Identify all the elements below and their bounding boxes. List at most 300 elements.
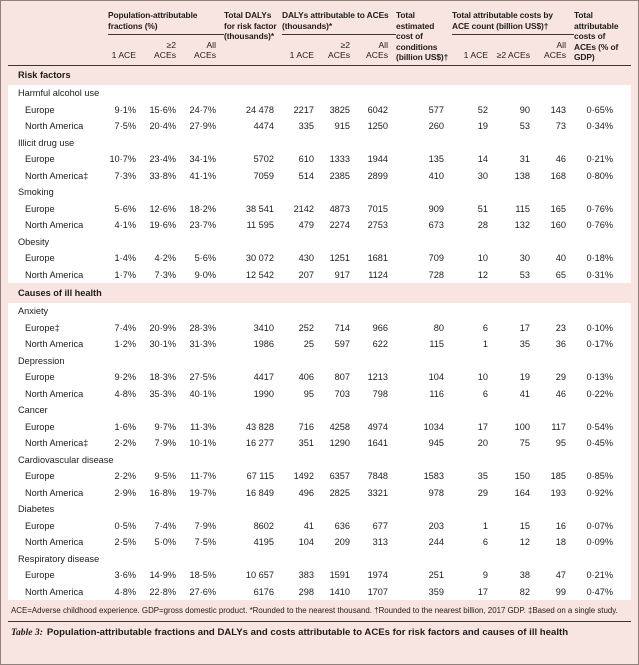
cell-6: 6042 <box>358 102 396 119</box>
cell-5: 915 <box>322 118 358 135</box>
cell-7: 945 <box>396 435 452 452</box>
cell-7: 251 <box>396 567 452 584</box>
col-header-cost-by-ace: Total attributable costs by ACE count (billion US$)† <box>452 10 553 31</box>
row-label: Europe <box>8 468 108 485</box>
col-header-dalys-aces: DALYs attributable to ACEs (thousands)* <box>282 10 389 31</box>
cell-9: 115 <box>496 201 538 218</box>
col-header-total-cost: Total estimated cost of conditions (billion US$)† <box>396 3 452 65</box>
cell-2: 40·1% <box>184 386 224 403</box>
header-group-row <box>8 3 631 35</box>
cell-7: 80 <box>396 320 452 337</box>
subcol-header-dalys-aces-0: 1 ACE <box>282 35 322 65</box>
cell-3: 10 657 <box>224 567 282 584</box>
cell-0: 1·4% <box>108 250 144 267</box>
cell-1: 33·8% <box>144 168 184 185</box>
cell-8: 30 <box>452 168 496 185</box>
cell-5: 2274 <box>322 217 358 234</box>
cell-2: 7·5% <box>184 534 224 551</box>
cell-1: 23·4% <box>144 151 184 168</box>
cell-6: 3321 <box>358 485 396 502</box>
row-label: North America <box>8 118 108 135</box>
cell-4: 2142 <box>282 201 322 218</box>
cell-5: 714 <box>322 320 358 337</box>
cell-3: 6176 <box>224 584 282 601</box>
cell-0: 3·6% <box>108 567 144 584</box>
row-label: Europe <box>8 369 108 386</box>
cell-7: 673 <box>396 217 452 234</box>
cell-8: 1 <box>452 336 496 353</box>
table-row <box>8 485 631 502</box>
cell-7: 728 <box>396 267 452 284</box>
cell-0: 4·1% <box>108 217 144 234</box>
cell-8: 12 <box>452 267 496 284</box>
cell-11: 0·17% <box>574 336 631 353</box>
cell-6: 1250 <box>358 118 396 135</box>
cell-7: 260 <box>396 118 452 135</box>
cell-6: 7848 <box>358 468 396 485</box>
cell-11: 0·85% <box>574 468 631 485</box>
table-head <box>8 3 631 65</box>
cell-5: 209 <box>322 534 358 551</box>
cell-4: 430 <box>282 250 322 267</box>
cell-0: 9·2% <box>108 369 144 386</box>
cell-7: 244 <box>396 534 452 551</box>
cell-2: 18·2% <box>184 201 224 218</box>
cell-4: 41 <box>282 518 322 535</box>
cell-2: 28·3% <box>184 320 224 337</box>
cell-6: 966 <box>358 320 396 337</box>
cell-9: 132 <box>496 217 538 234</box>
cell-8: 10 <box>452 369 496 386</box>
cell-6: 4974 <box>358 419 396 436</box>
cell-8: 35 <box>452 468 496 485</box>
row-label: North America <box>8 217 108 234</box>
condition-group-row <box>8 135 631 152</box>
cell-10: 36 <box>538 336 574 353</box>
cell-5: 2385 <box>322 168 358 185</box>
cell-2: 31·3% <box>184 336 224 353</box>
cell-2: 41·1% <box>184 168 224 185</box>
condition-group-label: Illicit drug use <box>8 135 631 152</box>
condition-group-row <box>8 551 631 568</box>
cell-6: 2753 <box>358 217 396 234</box>
cell-11: 0·65% <box>574 102 631 119</box>
cell-4: 2217 <box>282 102 322 119</box>
cell-0: 2·2% <box>108 435 144 452</box>
condition-group-label: Respiratory disease <box>8 551 631 568</box>
condition-group-row <box>8 402 631 419</box>
row-label: Europe <box>8 151 108 168</box>
cell-3: 8602 <box>224 518 282 535</box>
cell-2: 24·7% <box>184 102 224 119</box>
row-label: Europe <box>8 419 108 436</box>
cell-3: 4195 <box>224 534 282 551</box>
cell-1: 19·6% <box>144 217 184 234</box>
table-row <box>8 168 631 185</box>
cell-3: 3410 <box>224 320 282 337</box>
condition-group-row <box>8 501 631 518</box>
cell-7: 104 <box>396 369 452 386</box>
cell-11: 0·92% <box>574 485 631 502</box>
cell-6: 1707 <box>358 584 396 601</box>
cell-1: 15·6% <box>144 102 184 119</box>
cell-5: 1290 <box>322 435 358 452</box>
cell-10: 99 <box>538 584 574 601</box>
table-row <box>8 567 631 584</box>
subcol-header-cost-by-ace-2: All ACEs <box>538 35 574 65</box>
cell-3: 1986 <box>224 336 282 353</box>
cell-5: 1333 <box>322 151 358 168</box>
cell-5: 1591 <box>322 567 358 584</box>
cell-3: 24 478 <box>224 102 282 119</box>
cell-10: 46 <box>538 386 574 403</box>
cell-4: 335 <box>282 118 322 135</box>
cell-0: 7·4% <box>108 320 144 337</box>
cell-0: 7·3% <box>108 168 144 185</box>
table-row <box>8 267 631 284</box>
cell-2: 10·1% <box>184 435 224 452</box>
row-label: Europe <box>8 518 108 535</box>
cell-6: 313 <box>358 534 396 551</box>
cell-3: 1990 <box>224 386 282 403</box>
cell-10: 95 <box>538 435 574 452</box>
condition-group-row <box>8 184 631 201</box>
cell-6: 798 <box>358 386 396 403</box>
table-row <box>8 386 631 403</box>
cell-2: 19·7% <box>184 485 224 502</box>
cell-4: 351 <box>282 435 322 452</box>
cell-2: 7·9% <box>184 518 224 535</box>
cell-10: 165 <box>538 201 574 218</box>
row-label: Europe <box>8 567 108 584</box>
condition-group-label: Smoking <box>8 184 631 201</box>
cell-5: 703 <box>322 386 358 403</box>
cell-0: 1·6% <box>108 419 144 436</box>
cell-9: 30 <box>496 250 538 267</box>
cell-1: 14·9% <box>144 567 184 584</box>
cell-10: 47 <box>538 567 574 584</box>
cell-10: 29 <box>538 369 574 386</box>
subcol-header-paf-0: 1 ACE <box>108 35 144 65</box>
cell-3: 38 541 <box>224 201 282 218</box>
cell-9: 150 <box>496 468 538 485</box>
table-row <box>8 336 631 353</box>
cell-4: 252 <box>282 320 322 337</box>
cell-0: 1·2% <box>108 336 144 353</box>
cell-2: 27·5% <box>184 369 224 386</box>
table-row <box>8 369 631 386</box>
condition-group-row <box>8 85 631 102</box>
condition-group-label: Harmful alcohol use <box>8 85 631 102</box>
section-header-row <box>8 283 631 303</box>
cell-2: 34·1% <box>184 151 224 168</box>
cell-4: 716 <box>282 419 322 436</box>
cell-8: 29 <box>452 485 496 502</box>
cell-10: 23 <box>538 320 574 337</box>
cell-4: 25 <box>282 336 322 353</box>
cell-1: 4·2% <box>144 250 184 267</box>
cell-10: 160 <box>538 217 574 234</box>
section-title: Risk factors <box>18 70 71 81</box>
cell-0: 1·7% <box>108 267 144 284</box>
cell-0: 4·8% <box>108 386 144 403</box>
cell-8: 6 <box>452 534 496 551</box>
cell-1: 20·9% <box>144 320 184 337</box>
cell-9: 35 <box>496 336 538 353</box>
cell-1: 12·6% <box>144 201 184 218</box>
cell-9: 17 <box>496 320 538 337</box>
table-row <box>8 419 631 436</box>
cell-7: 203 <box>396 518 452 535</box>
table-caption <box>8 622 631 644</box>
cell-9: 41 <box>496 386 538 403</box>
cell-11: 0·47% <box>574 584 631 601</box>
cell-6: 622 <box>358 336 396 353</box>
row-label: Europe <box>8 250 108 267</box>
cell-0: 2·9% <box>108 485 144 502</box>
cell-6: 1974 <box>358 567 396 584</box>
cell-0: 4·8% <box>108 584 144 601</box>
cell-9: 38 <box>496 567 538 584</box>
cell-11: 0·10% <box>574 320 631 337</box>
cell-1: 7·4% <box>144 518 184 535</box>
cell-1: 7·3% <box>144 267 184 284</box>
cell-6: 1213 <box>358 369 396 386</box>
cell-4: 1492 <box>282 468 322 485</box>
cell-0: 10·7% <box>108 151 144 168</box>
condition-group-label: Diabetes <box>8 501 631 518</box>
subcol-header-paf-1: ≥2 ACEs <box>144 35 184 65</box>
cell-7: 1583 <box>396 468 452 485</box>
cell-10: 168 <box>538 168 574 185</box>
cell-9: 15 <box>496 518 538 535</box>
cell-7: 909 <box>396 201 452 218</box>
cell-11: 0·21% <box>574 151 631 168</box>
cell-3: 4417 <box>224 369 282 386</box>
cell-9: 19 <box>496 369 538 386</box>
cell-7: 359 <box>396 584 452 601</box>
cell-2: 5·6% <box>184 250 224 267</box>
subcol-header-cost-by-ace-0: 1 ACE <box>452 35 496 65</box>
cell-11: 0·45% <box>574 435 631 452</box>
cell-1: 5·0% <box>144 534 184 551</box>
cell-3: 30 072 <box>224 250 282 267</box>
cell-11: 0·31% <box>574 267 631 284</box>
cell-7: 1034 <box>396 419 452 436</box>
cell-10: 65 <box>538 267 574 284</box>
cell-8: 6 <box>452 320 496 337</box>
cell-4: 496 <box>282 485 322 502</box>
col-header-paf: Population-attributable fractions (%) <box>108 10 198 31</box>
cell-4: 207 <box>282 267 322 284</box>
table-row <box>8 151 631 168</box>
cell-10: 185 <box>538 468 574 485</box>
cell-3: 12 542 <box>224 267 282 284</box>
cell-10: 73 <box>538 118 574 135</box>
cell-11: 0·13% <box>574 369 631 386</box>
cell-8: 9 <box>452 567 496 584</box>
cell-9: 53 <box>496 267 538 284</box>
table-row <box>8 584 631 601</box>
cell-5: 4258 <box>322 419 358 436</box>
cell-9: 12 <box>496 534 538 551</box>
col-header-rowlabel <box>8 3 108 65</box>
cell-8: 20 <box>452 435 496 452</box>
cell-2: 9·0% <box>184 267 224 284</box>
table-row <box>8 250 631 267</box>
table-row <box>8 518 631 535</box>
cell-1: 30·1% <box>144 336 184 353</box>
row-label: North America <box>8 485 108 502</box>
row-label: Europe <box>8 201 108 218</box>
condition-group-label: Cancer <box>8 402 631 419</box>
data-table <box>8 3 631 600</box>
cell-4: 514 <box>282 168 322 185</box>
cell-4: 298 <box>282 584 322 601</box>
cell-10: 16 <box>538 518 574 535</box>
cell-8: 14 <box>452 151 496 168</box>
row-label: Europe <box>8 102 108 119</box>
table-row <box>8 102 631 119</box>
cell-10: 46 <box>538 151 574 168</box>
cell-1: 16·8% <box>144 485 184 502</box>
cell-11: 0·80% <box>574 168 631 185</box>
cell-2: 27·6% <box>184 584 224 601</box>
cell-8: 10 <box>452 250 496 267</box>
cell-2: 27·9% <box>184 118 224 135</box>
table-body <box>8 65 631 600</box>
cell-9: 90 <box>496 102 538 119</box>
cell-4: 383 <box>282 567 322 584</box>
cell-7: 116 <box>396 386 452 403</box>
subcol-header-dalys-aces-1: ≥2 ACEs <box>322 35 358 65</box>
row-label: North America <box>8 386 108 403</box>
cell-5: 1251 <box>322 250 358 267</box>
condition-group-row <box>8 303 631 320</box>
condition-group-row <box>8 452 631 469</box>
cell-3: 43 828 <box>224 419 282 436</box>
cell-2: 11·7% <box>184 468 224 485</box>
cell-8: 17 <box>452 584 496 601</box>
condition-group-label: Obesity <box>8 234 631 251</box>
table-row <box>8 534 631 551</box>
cell-2: 11·3% <box>184 419 224 436</box>
col-header-total-dalys: Total DALYs for risk factor (thousands)* <box>224 3 282 65</box>
cell-10: 117 <box>538 419 574 436</box>
cell-5: 4873 <box>322 201 358 218</box>
cell-7: 410 <box>396 168 452 185</box>
cell-4: 95 <box>282 386 322 403</box>
cell-4: 104 <box>282 534 322 551</box>
cell-7: 115 <box>396 336 452 353</box>
cell-8: 1 <box>452 518 496 535</box>
condition-group-label: Anxiety <box>8 303 631 320</box>
cell-0: 9·1% <box>108 102 144 119</box>
cell-11: 0·76% <box>574 201 631 218</box>
cell-11: 0·18% <box>574 250 631 267</box>
cell-4: 479 <box>282 217 322 234</box>
row-label: North America‡ <box>8 435 108 452</box>
row-label: North America <box>8 534 108 551</box>
cell-9: 53 <box>496 118 538 135</box>
cell-11: 0·21% <box>574 567 631 584</box>
table-footnote: ACE=Adverse childhood experience. GDP=gross domestic product. *Rounded to the nearest thousand. †Rounded to the nearest billion, 2017 GDP. ‡Based on a single study. <box>11 606 618 615</box>
cell-6: 2899 <box>358 168 396 185</box>
cell-1: 20·4% <box>144 118 184 135</box>
table-row <box>8 468 631 485</box>
cell-10: 40 <box>538 250 574 267</box>
cell-6: 1124 <box>358 267 396 284</box>
cell-10: 193 <box>538 485 574 502</box>
cell-0: 7·5% <box>108 118 144 135</box>
cell-5: 807 <box>322 369 358 386</box>
cell-6: 1681 <box>358 250 396 267</box>
cell-5: 1410 <box>322 584 358 601</box>
cell-8: 6 <box>452 386 496 403</box>
cell-3: 16 849 <box>224 485 282 502</box>
cell-3: 16 277 <box>224 435 282 452</box>
condition-group-label: Cardiovascular disease <box>8 452 631 469</box>
cell-0: 0·5% <box>108 518 144 535</box>
cell-11: 0·09% <box>574 534 631 551</box>
table-row <box>8 320 631 337</box>
cell-2: 18·5% <box>184 567 224 584</box>
cell-1: 22·8% <box>144 584 184 601</box>
cell-4: 406 <box>282 369 322 386</box>
cell-3: 11 595 <box>224 217 282 234</box>
cell-5: 2825 <box>322 485 358 502</box>
cell-5: 597 <box>322 336 358 353</box>
cell-6: 1641 <box>358 435 396 452</box>
cell-1: 7·9% <box>144 435 184 452</box>
section-title: Causes of ill health <box>18 288 102 298</box>
cell-5: 3825 <box>322 102 358 119</box>
col-header-pct-gdp: Total attributable costs of ACEs (% of GDP) <box>574 3 631 65</box>
cell-9: 75 <box>496 435 538 452</box>
cell-11: 0·76% <box>574 217 631 234</box>
cell-5: 6357 <box>322 468 358 485</box>
cell-6: 677 <box>358 518 396 535</box>
cell-1: 35·3% <box>144 386 184 403</box>
cell-6: 7015 <box>358 201 396 218</box>
cell-3: 5702 <box>224 151 282 168</box>
cell-1: 9·5% <box>144 468 184 485</box>
cell-9: 138 <box>496 168 538 185</box>
table-row <box>8 217 631 234</box>
cell-0: 5·6% <box>108 201 144 218</box>
cell-11: 0·22% <box>574 386 631 403</box>
cell-5: 917 <box>322 267 358 284</box>
cell-3: 7059 <box>224 168 282 185</box>
cell-9: 82 <box>496 584 538 601</box>
caption-text: Population-attributable fractions and DALYs and costs attributable to ACEs for risk factors and causes of ill health <box>46 626 569 638</box>
row-label: North America <box>8 267 108 284</box>
cell-3: 4474 <box>224 118 282 135</box>
cell-11: 0·54% <box>574 419 631 436</box>
cell-11: 0·34% <box>574 118 631 135</box>
cell-0: 2·2% <box>108 468 144 485</box>
cell-4: 610 <box>282 151 322 168</box>
cell-7: 577 <box>396 102 452 119</box>
cell-2: 23·7% <box>184 217 224 234</box>
condition-group-label: Depression <box>8 353 631 370</box>
cell-1: 9·7% <box>144 419 184 436</box>
row-label: North America <box>8 584 108 601</box>
cell-6: 1944 <box>358 151 396 168</box>
cell-11: 0·07% <box>574 518 631 535</box>
condition-group-row <box>8 353 631 370</box>
cell-8: 17 <box>452 419 496 436</box>
